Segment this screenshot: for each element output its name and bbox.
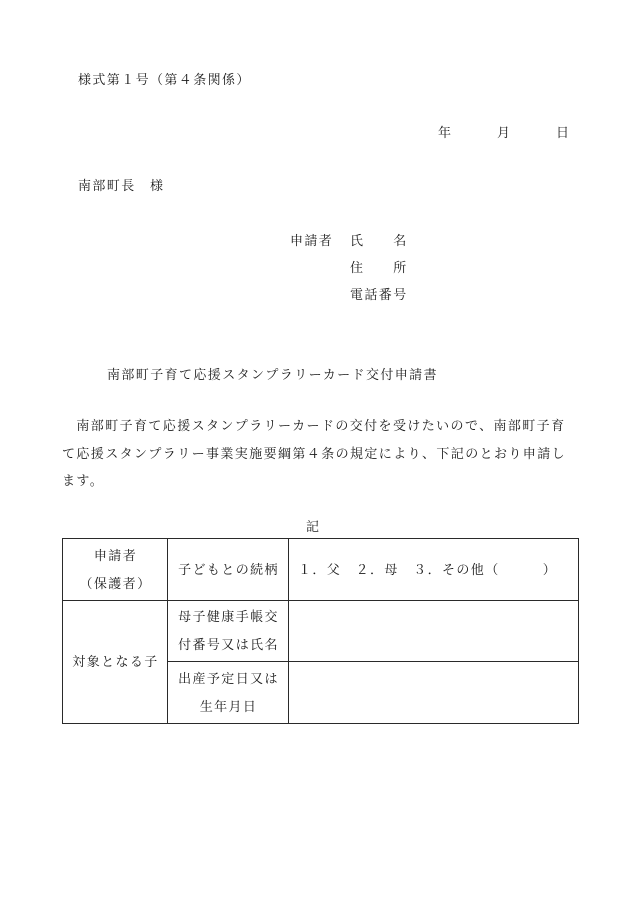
body-line: 南部町子育て応援スタンプラリーカードの交付を受けたいので、南部町子育	[62, 418, 566, 433]
handbook-value-cell	[289, 601, 579, 662]
guardian-header-cell	[63, 539, 168, 601]
table-row	[63, 539, 579, 601]
addressee: 南部町長 様	[78, 178, 165, 193]
date-day-label: 日	[556, 125, 571, 140]
applicant-label: 申請者	[290, 233, 334, 248]
birth-label-cell	[168, 662, 289, 724]
relationship-options: １．父 ２．母 ３．その他（ ）	[298, 561, 558, 577]
body-line: て応援スタンプラリー事業実施要綱第４条の規定により、下記のとおり申請し	[62, 446, 567, 461]
table-row	[63, 601, 579, 662]
date-year-label: 年	[438, 125, 453, 140]
body-line: ます。	[62, 473, 105, 488]
date-month-label: 月	[497, 125, 512, 140]
document-title: 南部町子育て応援スタンプラリーカード交付申請書	[107, 367, 438, 382]
applicant-name-label: 氏 名	[350, 233, 408, 248]
handbook-label-cell	[168, 601, 289, 662]
child-header: 対象となる子	[72, 654, 159, 669]
handbook-label-line: 母子健康手帳交	[178, 609, 279, 624]
application-table	[62, 538, 579, 724]
child-header-cell	[63, 601, 168, 724]
guardian-header-line: 申請者	[93, 547, 138, 563]
applicant-phone-label: 電話番号	[350, 287, 408, 302]
handbook-label-line: 付番号又は氏名	[178, 637, 279, 652]
relationship-label: 子どもとの続柄	[178, 561, 279, 577]
birth-label-line: 出産予定日又は	[178, 670, 279, 686]
birth-label-line: 生年月日	[199, 698, 258, 714]
applicant-address-label: 住 所	[350, 260, 408, 275]
guardian-header-line: （保護者）	[79, 575, 152, 591]
ki-heading: 記	[306, 519, 321, 534]
relationship-options-cell	[289, 539, 579, 601]
form-number: 様式第１号（第４条関係）	[78, 72, 251, 87]
birth-value-cell	[289, 662, 579, 724]
relationship-label-cell	[168, 539, 289, 601]
